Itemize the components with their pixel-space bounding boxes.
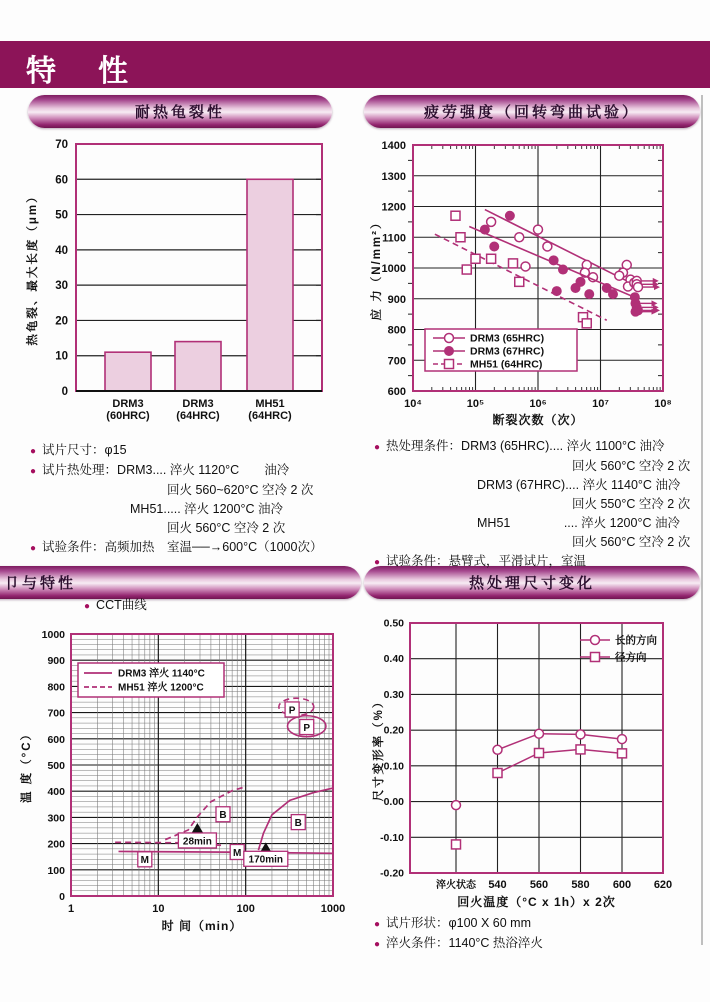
bar-0 [105,352,151,391]
section-heading-crack [28,95,332,128]
svg-text:时 间（min）: 时 间（min） [161,919,243,933]
svg-text:20: 20 [55,315,68,328]
svg-text:0.30: 0.30 [383,688,404,701]
svg-text:热龟裂、最大长度（μm）: 热龟裂、最大长度（μm） [27,189,39,346]
svg-text:200: 200 [47,838,65,851]
svg-text:10⁶: 10⁶ [529,398,547,410]
svg-text:-0.10: -0.10 [380,831,404,844]
note-line [374,457,706,476]
bullet-icon: ● [30,466,37,477]
bullet-icon: ● [30,543,37,554]
svg-text:1000: 1000 [320,903,346,915]
svg-text:0.10: 0.10 [383,760,404,773]
bullet-icon: ● [374,939,381,950]
svg-text:700: 700 [387,355,406,368]
cct-curve-label: CCT曲线 [96,598,147,612]
fatigue-chart-group [369,140,672,427]
svg-text:10⁸: 10⁸ [654,398,672,410]
note-text: 热处理条件：DRM3 (65HRC).... 淬火 1100°C 油冷 [386,439,665,453]
dim-chart-group [371,618,672,910]
bullet-icon: ● [374,557,381,568]
svg-text:B: B [219,810,227,822]
svg-text:DRM3: DRM3 [112,398,144,410]
note-text: 试片热处理：DRM3.... 淬火 1120°C 油冷 [42,463,290,477]
svg-text:1000: 1000 [381,263,406,275]
fatigue-scatter-chart [368,136,700,436]
svg-text:-0.20: -0.20 [380,867,404,880]
dimension-change-chart [368,612,708,912]
cct-curve-label-row [84,595,147,613]
svg-text:0: 0 [59,891,65,903]
crack-bar-chart [20,136,355,438]
svg-text:600: 600 [387,386,406,398]
svg-text:1000: 1000 [41,629,65,641]
svg-text:MH51 淬火 1200°C: MH51 淬火 1200°C [118,682,204,694]
svg-text:径方向: 径方向 [615,651,647,664]
svg-text:800: 800 [387,324,406,337]
svg-text:回火温度（°C x 1h）x 2次: 回火温度（°C x 1h）x 2次 [457,895,616,909]
section-heading-fatigue [364,95,700,128]
svg-text:0.20: 0.20 [383,724,404,737]
svg-text:580: 580 [571,879,590,891]
svg-text:10⁵: 10⁵ [466,398,485,410]
svg-text:100: 100 [236,903,255,915]
note-line [374,552,706,572]
note-text: 试验条件：悬臂式，平滑试片，室温 [386,554,587,568]
svg-text:60: 60 [55,174,68,187]
page-header-bar [0,41,710,88]
note-line [374,476,706,495]
note-line [30,500,365,519]
note-text: 淬火条件：1140°C 热浴淬火 [386,936,543,950]
cct-diagram [14,622,354,934]
svg-text:600: 600 [612,879,632,891]
svg-text:0.50: 0.50 [383,617,404,630]
svg-text:1100: 1100 [382,232,406,245]
svg-text:10: 10 [152,903,165,915]
svg-text:B: B [294,817,302,829]
svg-text:620: 620 [653,879,673,891]
svg-text:100: 100 [47,864,65,877]
svg-text:400: 400 [47,786,65,799]
fatigue-legend [425,329,577,371]
svg-text:600: 600 [47,733,65,746]
svg-text:10⁷: 10⁷ [592,398,609,410]
svg-text:MH51: MH51 [255,398,285,410]
svg-text:DRM3 淬火 1140°C: DRM3 淬火 1140°C [118,668,205,680]
bullet-icon: ● [374,442,381,453]
page-title: 特 性 [26,55,134,88]
svg-text:P: P [288,705,296,717]
fatigue-notes [374,437,706,572]
svg-text:DRM3 (65HRC): DRM3 (65HRC) [470,332,545,345]
dim-notes [374,914,704,954]
series-DRM3 (65HRC) [485,210,660,292]
svg-text:900: 900 [47,655,65,668]
bar-2 [247,179,293,391]
note-line [30,519,365,538]
note-line [374,914,704,934]
svg-text:1: 1 [67,903,75,915]
svg-text:(64HRC): (64HRC) [176,410,220,422]
svg-text:DRM3: DRM3 [182,398,214,410]
note-text: 回火 560°C 空冷 2 次 [572,535,691,549]
svg-text:(64HRC): (64HRC) [248,410,292,422]
note-line [374,495,706,514]
svg-text:应 力（N/mm²）: 应 力（N/mm²） [371,215,383,321]
note-text: 回火 550°C 空冷 2 次 [572,497,691,511]
svg-text:500: 500 [47,760,65,772]
svg-text:P: P [303,722,311,734]
svg-text:0: 0 [61,386,68,398]
note-line [30,538,365,558]
bullet-icon: ● [84,601,91,612]
svg-text:170min: 170min [248,854,284,866]
note-text: 回火 560°C 空冷 2 次 [167,521,286,535]
bar-1 [175,342,221,391]
svg-text:温 度（°C）: 温 度（°C） [21,726,33,804]
svg-text:10⁴: 10⁴ [404,398,422,410]
svg-text:0.40: 0.40 [383,653,404,666]
heading-text: 卩与特性 [4,575,77,592]
svg-text:300: 300 [47,812,65,825]
heading-text: 耐热龟裂性 [134,104,225,121]
note-line [374,514,706,533]
note-text: 回火 560°C 空冷 2 次 [572,459,691,473]
heading-text: 热处理尺寸变化 [468,575,595,592]
bullet-icon: ● [30,446,37,457]
svg-text:MH51 (64HRC): MH51 (64HRC) [470,358,543,371]
svg-text:40: 40 [55,244,68,257]
note-line [30,481,365,500]
svg-text:淬火状态: 淬火状态 [436,880,476,891]
cct-legend [78,663,224,697]
svg-text:M: M [233,847,242,859]
page-edge-shadow [701,95,703,945]
heading-text: 疲劳强度（回转弯曲试验） [423,104,640,121]
svg-text:1300: 1300 [381,170,406,183]
note-line [374,533,706,552]
svg-text:70: 70 [55,139,68,151]
note-line [30,441,365,461]
note-line [374,437,706,457]
cct-chart-group [19,629,345,933]
svg-text:28min: 28min [182,836,212,848]
note-line [30,461,365,481]
svg-text:900: 900 [387,293,406,306]
crack-chart-group [25,139,322,422]
svg-text:长的方向: 长的方向 [615,634,657,647]
note-text: 回火 560~620°C 空冷 2 次 [167,483,314,497]
crack-notes [30,441,365,558]
note-text: DRM3 (67HRC).... 淬火 1140°C 油冷 [477,478,681,492]
svg-text:1200: 1200 [381,201,406,214]
svg-text:M: M [140,855,149,867]
svg-text:0.00: 0.00 [383,796,404,809]
svg-text:10: 10 [55,350,68,363]
series-径方向 [452,651,647,849]
svg-text:800: 800 [47,681,65,694]
note-line [374,934,704,954]
svg-text:540: 540 [488,879,507,891]
svg-text:560: 560 [529,879,549,891]
note-text: MH51 .... 淬火 1200°C 油冷 [477,516,680,530]
svg-text:30: 30 [55,280,68,293]
bullet-icon: ● [374,919,381,930]
note-text: 试片形状：φ100 X 60 mm [386,916,531,930]
svg-text:1400: 1400 [381,140,406,152]
svg-text:DRM3 (67HRC): DRM3 (67HRC) [470,345,545,358]
svg-text:(60HRC): (60HRC) [106,410,150,422]
svg-text:50: 50 [55,209,68,222]
note-text: MH51..... 淬火 1200°C 油冷 [130,502,283,516]
svg-text:断裂次数（次）: 断裂次数（次） [492,413,584,427]
svg-text:700: 700 [47,707,65,720]
section-heading-cct [0,566,361,599]
note-text: 试片尺寸：φ15 [42,443,127,457]
svg-text:尺寸变形率（%）: 尺寸变形率（%） [373,694,385,802]
note-text: 试验条件：高频加热 室温──→600°C（1000次） [42,540,323,554]
